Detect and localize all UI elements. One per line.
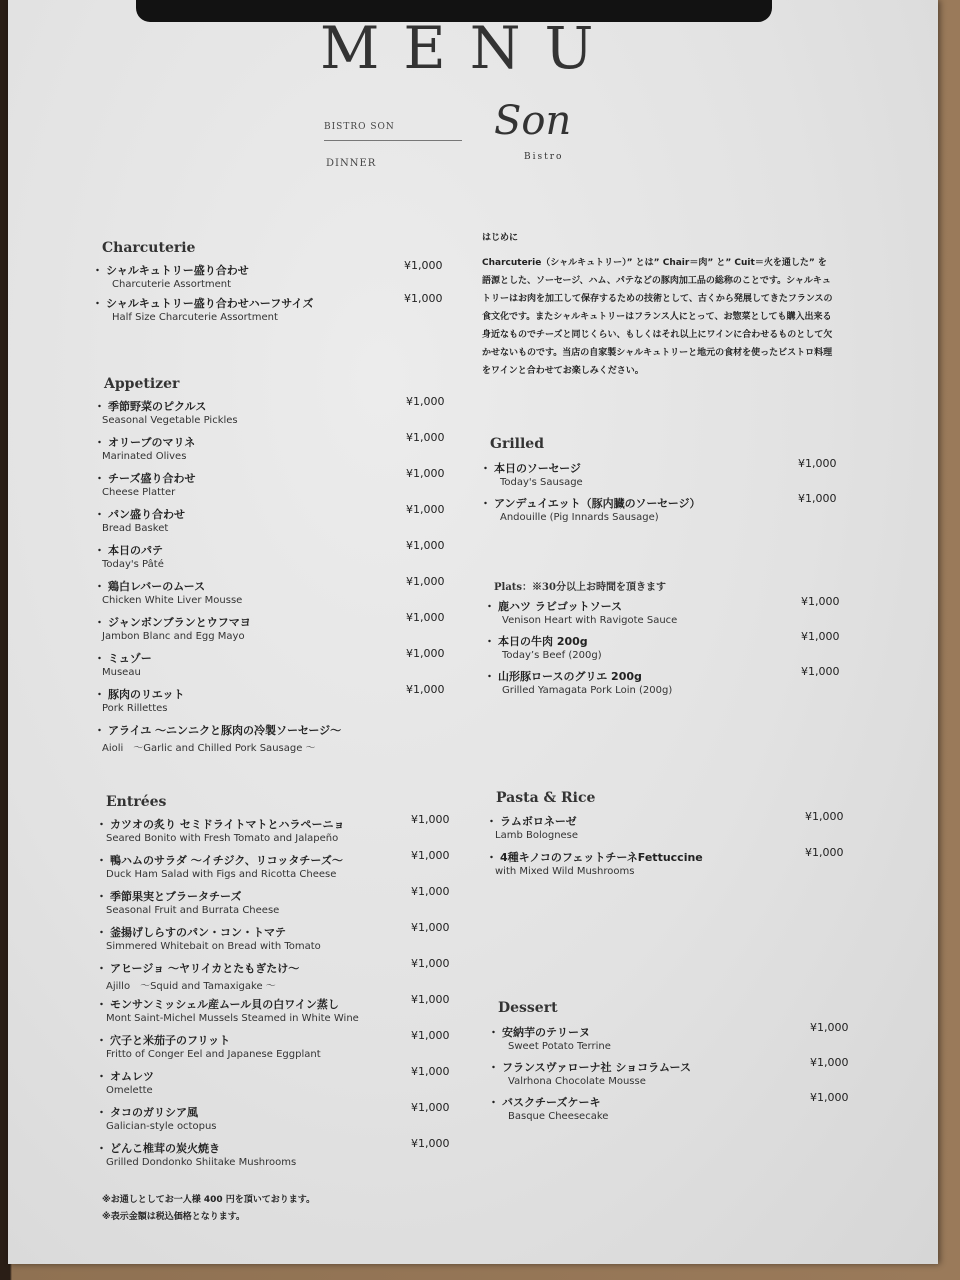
item-name-en: Cheese Platter [102,487,176,498]
appetizer-section-title: Appetizer [104,376,180,392]
menu-item-entrees [96,924,286,940]
item-name-ja: シャルキュトリー盛り合わせハーフサイズ [106,297,314,310]
item-price: ¥1,000 [406,395,445,408]
menu-item-entrees [96,1032,230,1048]
charcuterie-section-title: Charcuterie [102,240,196,256]
item-price: ¥1,000 [411,957,450,970]
bullet: ・ [94,724,105,737]
item-name-en: Ajillo ～Squid and Tamaxigake ～ [106,981,276,992]
item-name-en: Venison Heart with Ravigote Sauce [502,615,678,626]
bullet: ・ [480,462,491,475]
item-name-ja: アヒージョ ～ヤリイカとたもぎたけ～ [110,962,300,975]
item-price: ¥1,000 [406,467,445,480]
item-name-ja: 安納芋のテリーヌ [502,1026,590,1039]
bullet: ・ [486,851,497,864]
item-price: ¥1,000 [798,492,837,505]
menu-item-entrees [96,1140,220,1156]
item-price: ¥1,000 [406,683,445,696]
item-price: ¥1,000 [406,503,445,516]
item-price: ¥1,000 [406,575,445,588]
item-price: ¥1,000 [411,1101,450,1114]
bullet: ・ [96,890,107,903]
item-name-en: Lamb Bolognese [495,830,579,841]
menu-item-entrees [96,1104,198,1120]
item-name-en: Chicken White Liver Mousse [102,595,243,606]
item-name-en: Fritto of Conger Eel and Japanese Eggplant [106,1049,321,1060]
bullet: ・ [96,926,107,939]
item-name-ja: 本日のパテ [108,544,163,557]
item-price: ¥1,000 [798,457,837,470]
item-name-en: Marinated Olives [102,451,187,462]
bullet: ・ [94,580,105,593]
item-price: ¥1,000 [406,431,445,444]
item-name-ja: アライユ ～ニンニクと豚肉の冷製ソーセージ～ [108,724,342,737]
item-name-ja: 4種キノコのフェットチーネFettuccine [500,851,703,864]
item-name-ja: オリーブのマリネ [108,436,196,449]
bullet: ・ [92,264,103,277]
menu-item-appetizer [94,398,206,414]
menu-item-entrees [96,816,345,832]
item-name-ja: ミュゾー [108,652,152,665]
bullet: ・ [94,508,105,521]
menu-item-entrees [96,996,339,1012]
item-name-ja: オムレツ [110,1070,154,1083]
item-name-en: Today's Sausage [500,477,583,488]
bullet: ・ [486,815,497,828]
item-price: ¥1,000 [411,1137,450,1150]
item-price: ¥1,000 [404,292,443,305]
bullet: ・ [96,998,107,1011]
item-name-ja: 鶏白レバーのムース [108,580,206,593]
menu-item-appetizer [94,614,251,630]
footnote-tax: ※表示金額は税込価格となります。 [102,1212,246,1222]
item-name-en: Today’s Beef (200g) [502,650,602,661]
item-price: ¥1,000 [411,813,450,826]
bullet: ・ [484,635,495,648]
item-price: ¥1,000 [406,539,445,552]
menu-item-plats [484,633,588,649]
item-name-en: with Mixed Wild Mushrooms [495,866,635,877]
restaurant-name: BISTRO SON [324,122,395,132]
item-name-ja: どんこ椎茸の炭火焼き [110,1142,220,1155]
menu-item-dessert [488,1059,691,1075]
dessert-section-title: Dessert [498,1000,558,1016]
item-name-en: Aioli ～Garlic and Chilled Pork Sausage ～ [102,743,316,754]
bullet: ・ [96,1070,107,1083]
intro-heading: はじめに [482,233,519,243]
menu-item-pasta [486,849,703,865]
bullet: ・ [96,1034,107,1047]
item-name-ja: チーズ盛り合わせ [108,472,196,485]
menu-item-entrees [96,1068,154,1084]
item-name-ja: ラムボロネーゼ [500,815,577,828]
item-price: ¥1,000 [411,885,450,898]
menu-item-grilled [480,460,581,476]
menu-item-pasta [486,813,577,829]
bullet: ・ [484,670,495,683]
item-name-ja: アンデュイエット（豚内臓のソーセージ） [494,497,701,510]
menu-item-plats [484,668,642,684]
item-price: ¥1,000 [411,993,450,1006]
bullet: ・ [94,400,105,413]
menu-item-plats [484,598,622,614]
item-name-ja: 山形豚ロースのグリエ 200g [498,670,642,683]
item-price: ¥1,000 [805,846,844,859]
menu-item-appetizer [94,722,341,738]
menu-item-dessert [488,1094,600,1110]
item-name-en: Valrhona Chocolate Mousse [508,1076,646,1087]
bullet: ・ [96,818,107,831]
item-price: ¥1,000 [801,665,840,678]
item-name-ja: シャルキュトリー盛り合わせ [106,264,249,277]
item-name-ja: ジャンボンブランとウフマヨ [108,616,251,629]
bullet: ・ [96,1142,107,1155]
bistro-logo: Son [494,98,572,144]
item-price: ¥1,000 [801,630,840,643]
item-name-en: Seasonal Vegetable Pickles [102,415,238,426]
item-name-ja: フランスヴァローナ社 ショコラムース [502,1061,691,1074]
menu-item-appetizer [94,686,185,702]
menu-title: MENU [320,14,618,82]
bullet: ・ [92,297,103,310]
item-name-ja: 釜揚げしらすのパン・コン・トマテ [110,926,286,939]
item-price: ¥1,000 [411,849,450,862]
item-name-ja: 穴子と米茄子のフリット [110,1034,231,1047]
item-name-ja: 本日のソーセージ [494,462,581,475]
item-price: ¥1,000 [805,810,844,823]
bullet: ・ [488,1061,499,1074]
item-name-ja: モンサンミッシェル産ムール貝の白ワイン蒸し [110,998,339,1011]
menu-item-appetizer [94,542,163,558]
menu-item-charcuterie [92,262,249,278]
item-name-en: Simmered Whitebait on Bread with Tomato [106,941,321,952]
item-name-ja: 本日の牛肉 200g [498,635,588,648]
item-name-ja: 鹿ハツ ラビゴットソース [498,600,623,613]
menu-item-appetizer [94,650,152,666]
item-name-en: Duck Ham Salad with Figs and Ricotta Cheese [106,869,337,880]
menu-item-charcuterie [92,295,313,311]
menu-item-entrees [96,960,299,976]
bullet: ・ [94,652,105,665]
menu-paper [8,0,938,1264]
item-price: ¥1,000 [810,1056,849,1069]
item-name-en: Galician-style octopus [106,1121,217,1132]
item-name-ja: 季節果実とブラータチーズ [110,890,242,903]
item-name-en: Half Size Charcuterie Assortment [112,312,278,323]
item-name-ja: 季節野菜のピクルス [108,400,207,413]
item-name-ja: 豚肉のリエット [108,688,185,701]
bullet: ・ [96,854,107,867]
item-name-en: Basque Cheesecake [508,1111,609,1122]
item-name-ja: バスクチーズケーキ [502,1096,601,1109]
menu-item-entrees [96,888,241,904]
item-name-en: Pork Rillettes [102,703,168,714]
item-name-en: Sweet Potato Terrine [508,1041,611,1052]
item-price: ¥1,000 [411,1065,450,1078]
menu-item-appetizer [94,506,185,522]
menu-item-dessert [488,1024,590,1040]
bullet: ・ [96,962,107,975]
pasta-section-title: Pasta & Rice [496,790,596,806]
item-price: ¥1,000 [810,1021,849,1034]
bullet: ・ [488,1026,499,1039]
grilled-section-title: Grilled [490,436,544,452]
menu-item-appetizer [94,578,205,594]
item-price: ¥1,000 [810,1091,849,1104]
item-price: ¥1,000 [411,1029,450,1042]
item-price: ¥1,000 [411,921,450,934]
item-name-en: Bread Basket [102,523,169,534]
bullet: ・ [94,688,105,701]
item-name-ja: カツオの炙り セミドライトマトとハラペーニョ [110,818,345,831]
intro-text: Charcuterie（シャルキュトリー）” とは” Chair＝肉” と” Cuit＝火を通した” を語源とした、ソーセージ、ハム、パテなどの豚肉加工品の総称のことです。シャルキュトリーはお肉を加工して保存するための技術として、古くから発展してきたフランスの食文化です。またシャルキュトリーはフランス人にとって、お惣菜としても購入出来る身近なものでチーズと同じくらい、もしくはそれ以上にワインに合わせるものとして欠かせないものです。当店の自家製シャルキュトリーと地元の食材を使ったビストロ料理をワインと合わせてお楽しみください。 [482,258,833,376]
item-name-en: Omelette [106,1085,153,1096]
entrees-section-title: Entrées [106,794,167,810]
item-name-en: Charcuterie Assortment [112,279,232,290]
bullet: ・ [484,600,495,613]
item-name-en: Grilled Yamagata Pork Loin (200g) [502,685,673,696]
footnote-charge: ※お通しとしてお一人様 400 円を頂いております。 [102,1195,316,1205]
item-name-ja: 鴨ハムのサラダ ～イチジク、リコッタチーズ～ [110,854,343,867]
header-rule [324,140,462,141]
bistro-logo-sub: Bistro [524,152,564,162]
item-name-en: Grilled Dondonko Shiitake Mushrooms [106,1157,297,1168]
bullet: ・ [488,1096,499,1109]
menu-item-appetizer [94,434,195,450]
plats-section-title: Plats：※30分以上お時間を頂きます [494,582,666,593]
item-price: ¥1,000 [406,647,445,660]
meal-label: DINNER [326,158,377,169]
item-name-ja: タコのガリシア風 [110,1106,198,1119]
item-name-en: Seared Bonito with Fresh Tomato and Jalapeño [106,833,339,844]
bullet: ・ [480,497,491,510]
menu-item-entrees [96,852,343,868]
menu-item-appetizer [94,470,195,486]
item-name-en: Mont Saint-Michel Mussels Steamed in White Wine [106,1013,359,1024]
item-name-en: Jambon Blanc and Egg Mayo [102,631,245,642]
bullet: ・ [94,616,105,629]
item-name-en: Museau [102,667,141,678]
bullet: ・ [94,544,105,557]
item-price: ¥1,000 [404,259,443,272]
bullet: ・ [94,472,105,485]
item-price: ¥1,000 [406,611,445,624]
item-name-ja: パン盛り合わせ [108,508,185,521]
bullet: ・ [96,1106,107,1119]
item-price: ¥1,000 [801,595,840,608]
item-name-en: Today's Pâté [102,559,164,570]
item-name-en: Andouille (Pig Innards Sausage) [500,512,659,523]
item-name-en: Seasonal Fruit and Burrata Cheese [106,905,280,916]
bullet: ・ [94,436,105,449]
menu-item-grilled [480,495,700,511]
